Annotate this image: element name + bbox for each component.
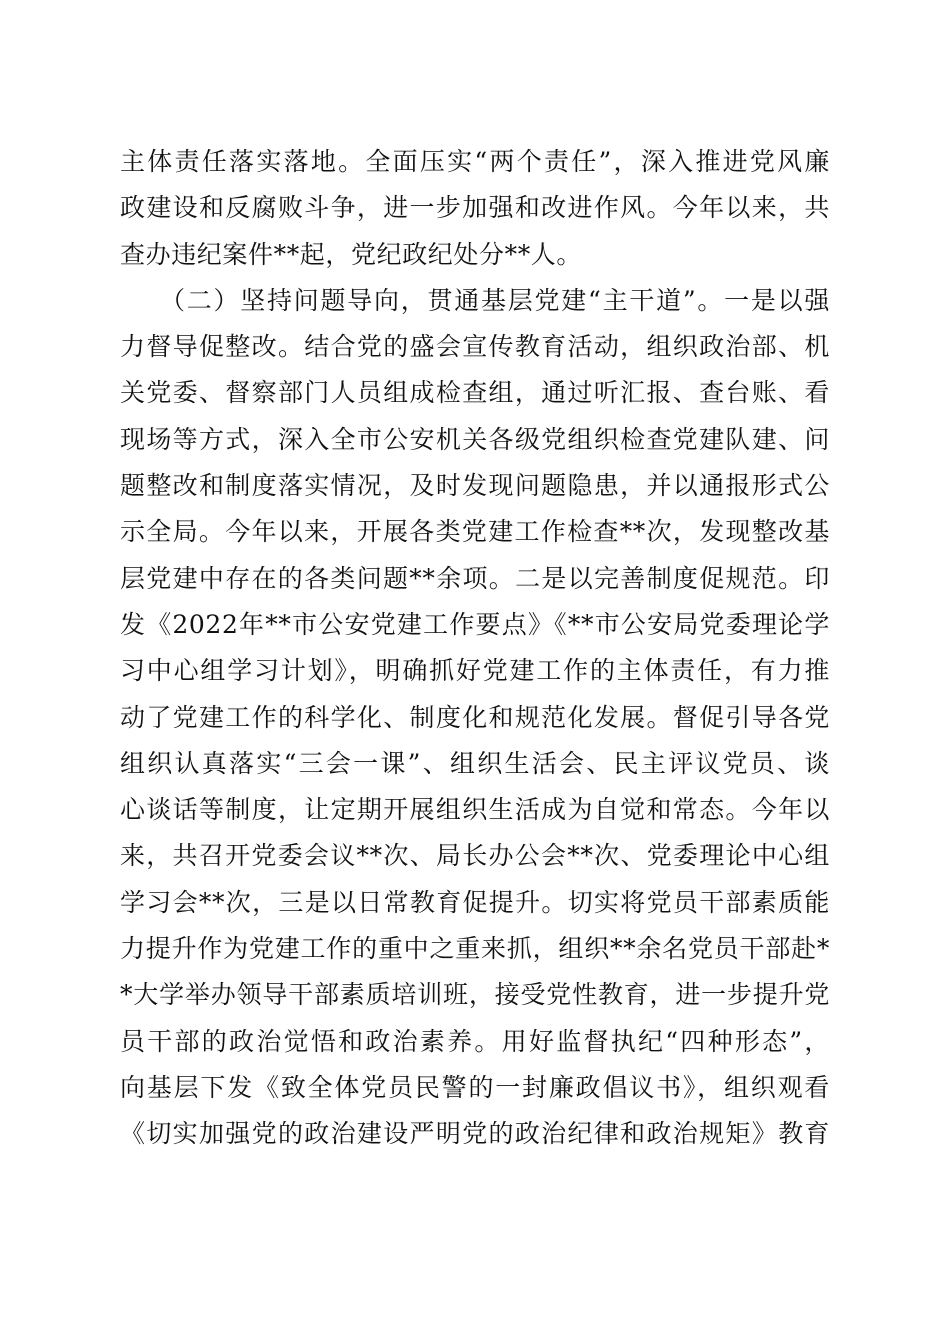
text-line: 题整改和制度落实情况，及时发现问题隐患，并以通报形式公 xyxy=(120,471,830,501)
text-line: 向基层下发《致全体党员民警的一封廉政倡议书》，组织观看 xyxy=(120,1072,830,1102)
text-line: 查办违纪案件**起，党纪政纪处分**人。 xyxy=(120,239,583,269)
text-line: 力督导促整改。结合党的盛会宣传教育活动，组织政治部、机 xyxy=(120,332,830,362)
text-line: 现场等方式，深入全市公安机关各级党组织检查党建队建、问 xyxy=(120,424,830,454)
text-line: 政建设和反腐败斗争，进一步加强和改进作风。今年以来，共 xyxy=(120,193,830,223)
text-line: 层党建中存在的各类问题**余项。二是以完善制度促规范。印 xyxy=(120,563,830,593)
text-line: 动了党建工作的科学化、制度化和规范化发展。督促引导各党 xyxy=(120,702,830,732)
text-line: 学习会**次，三是以日常教育促提升。切实将党员干部素质能 xyxy=(120,887,830,917)
text-line: 示全局。今年以来，开展各类党建工作检查**次，发现整改基 xyxy=(120,517,830,547)
text-line: 员干部的政治觉悟和政治素养。用好监督执纪“四种形态”， xyxy=(120,1026,830,1056)
text-line: 主体责任落实落地。全面压实“两个责任”，深入推进党风廉 xyxy=(120,147,830,176)
text-line: 发《2022年**市公安党建工作要点》《**市公安局党委理论学 xyxy=(120,609,830,639)
body-text xyxy=(120,139,830,1158)
text-line: 关党委、督察部门人员组成检查组，通过听汇报、查台账、看 xyxy=(120,378,830,408)
text-line: *大学举办领导干部素质培训班，接受党性教育，进一步提升党 xyxy=(120,980,830,1010)
text-line: 习中心组学习计划》，明确抓好党建工作的主体责任，有力推 xyxy=(120,656,830,686)
section-heading-line: （二）坚持问题导向，贯通基层党建“主干道”。一是以强 xyxy=(160,285,830,315)
text-line: 来，共召开党委会议**次、局长办公会**次、党委理论中心组 xyxy=(120,841,830,871)
text-line: 组织认真落实“三会一课”、组织生活会、民主评议党员、谈 xyxy=(120,748,830,778)
text-line: 力提升作为党建工作的重中之重来抓，组织**余名党员干部赴* xyxy=(120,934,830,964)
text-line: 《切实加强党的政治建设严明党的政治纪律和政治规矩》教育 xyxy=(120,1119,830,1149)
text-line: 心谈话等制度，让定期开展组织生活成为自觉和常态。今年以 xyxy=(120,795,830,825)
